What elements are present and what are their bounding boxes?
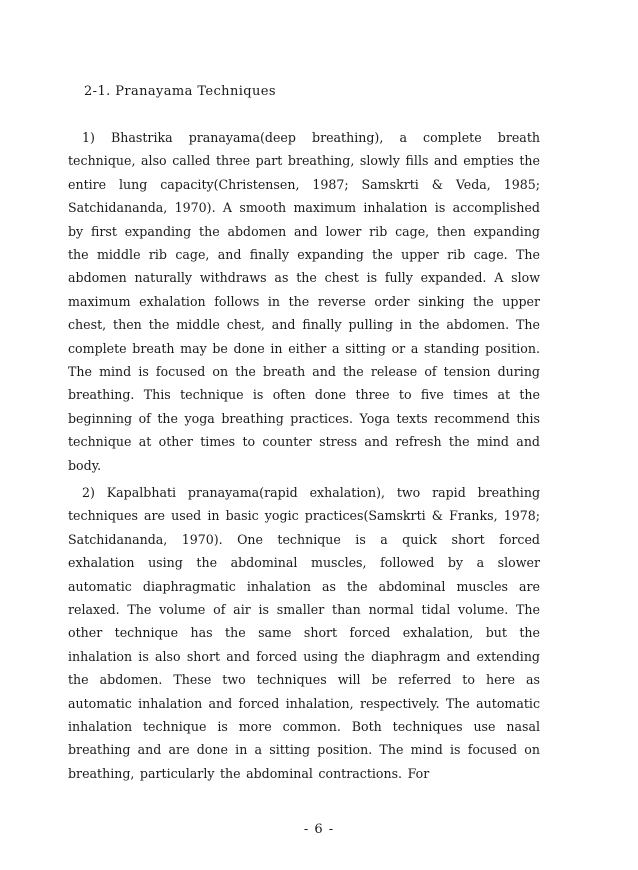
paragraph-kapalbhati: 2) Kapalbhati pranayama(rapid exhalation), two rapid breathing techniques are used in basic yogic practices(Samskrti & Franks, 1978; Satchidananda, 1970). One technique is a quick short forced exhalation using the abdominal muscles, followed by a slower automatic diaphragmatic inhalation as the abdominal muscles are relaxed. The volume of air is smaller than normal tidal volume. The other technique has the same short forced exhalation, but the inhalation is also short and forced using the diaphragm and extending the abdomen. These two techniques will be referred to here as automatic inhalation and forced inhalation, respectively. The automatic inhalation technique is more common. Both techniques use nasal breathing and are done in a sitting position. The mind is focused on breathing, particularly the abdominal contractions. For	[68, 485, 540, 781]
page-number: - 6 -	[303, 822, 335, 837]
paragraph-bhastrika: 1) Bhastrika pranayama(deep breathing), a complete breath technique, also called three part breathing, slowly fills and empties the entire lung capacity(Christensen, 1987; Samskrti & Veda, 1985; Satchidananda, 1970). A smooth maximum inhalation is accomplished by first expanding the abdomen and lower rib cage, then expanding the middle rib cage, and finally expanding the upper rib cage. The abdomen naturally withdraws as the chest is fully expanded. A slow maximum exhalation follows in the reverse order sinking the upper chest, then the middle chest, and finally pulling in the abdomen. The complete breath may be done in either a sitting or a standing position. The mind is focused on the breath and the release of tension during breathing. This technique is often done three to five times at the beginning of the yoga breathing practices. Yoga texts recommend this technique at other times to counter stress and refresh the mind and body.	[68, 130, 540, 473]
section-heading: 2-1. Pranayama Techniques	[84, 84, 276, 99]
